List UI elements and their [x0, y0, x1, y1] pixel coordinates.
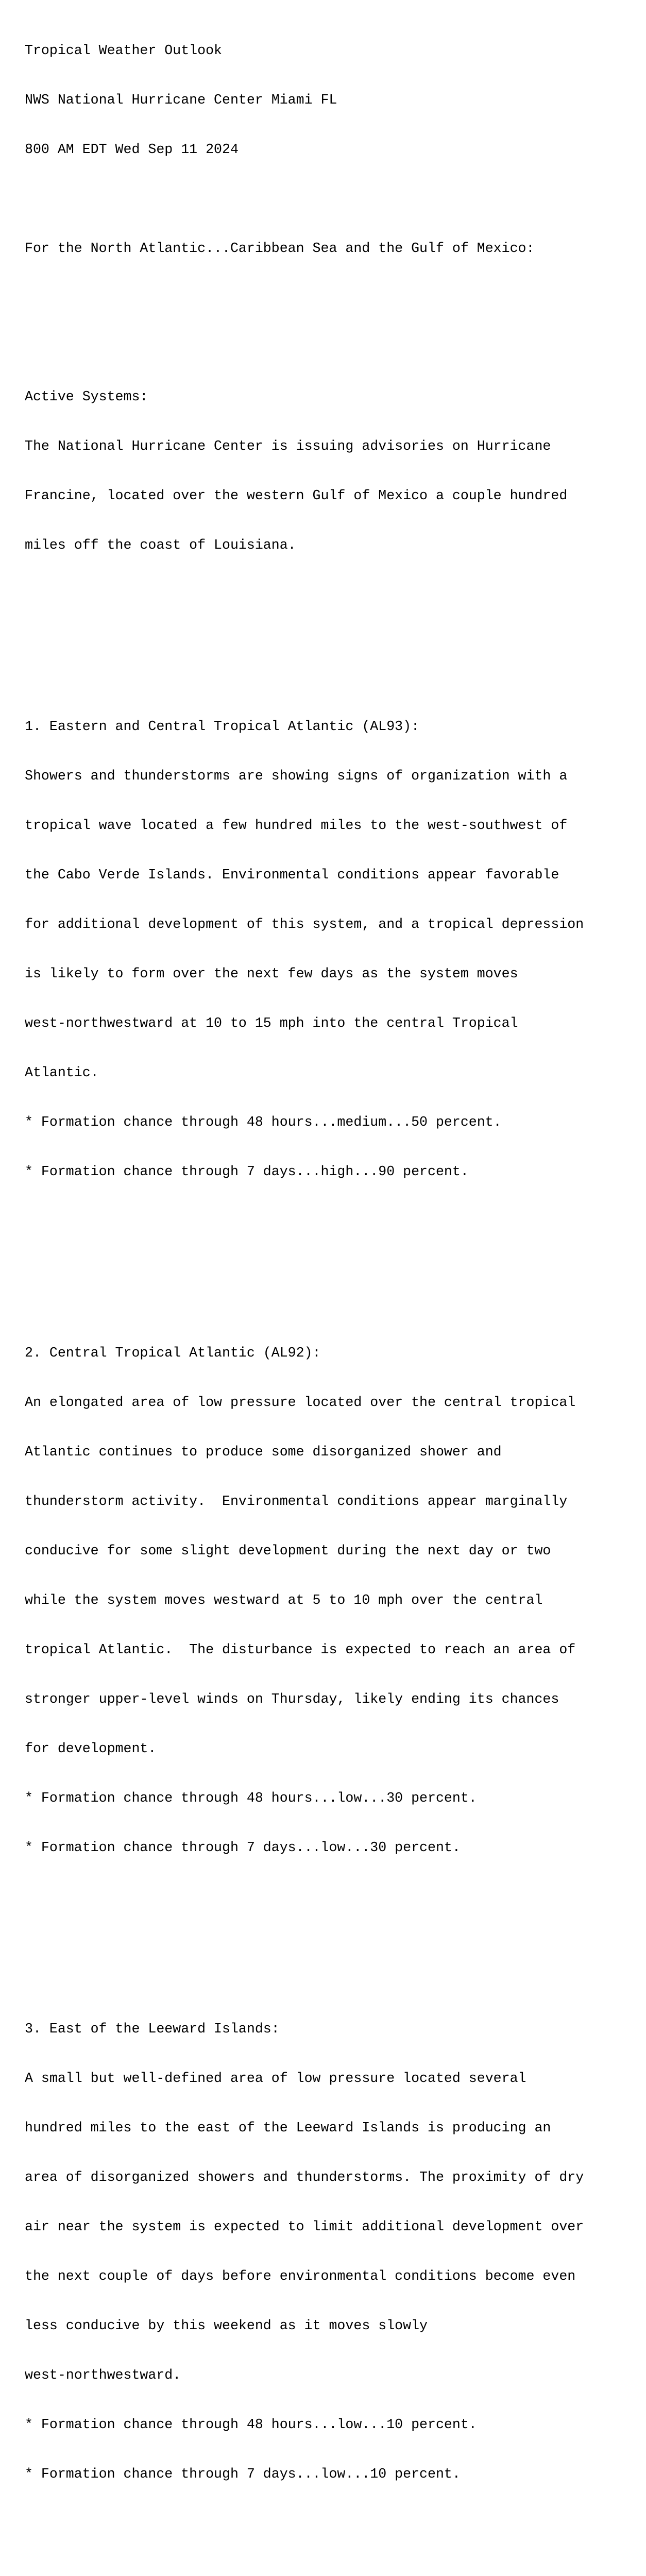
active-systems-section [25, 355, 638, 586]
spacer [25, 290, 638, 306]
system-text-line: tropical wave located a few hundred miles to the west-southwest of [25, 818, 568, 833]
active-systems-line: The National Hurricane Center is issuing advisories on Hurricane [25, 438, 551, 454]
system-1-section [25, 685, 638, 1213]
system-text-line: thunderstorm activity. Environmental conditions appear marginally [25, 1494, 568, 1509]
spacer [25, 1246, 638, 1262]
system-2-section [25, 1312, 638, 1889]
system-text-line: Atlantic. [25, 1065, 99, 1080]
system-text-line: west-northwestward at 10 to 15 mph into the central Tropical [25, 1015, 518, 1031]
system-text-line: Atlantic continues to produce some disorganized shower and [25, 1444, 502, 1460]
system-text-line: tropical Atlantic. The disturbance is expected to reach an area of [25, 1642, 576, 1657]
system-text-line: the next couple of days before environmental conditions become even [25, 2268, 576, 2284]
active-systems-line: miles off the coast of Louisiana. [25, 537, 296, 553]
system-heading: 3. East of the Leeward Islands: [25, 2021, 280, 2037]
system-text-line: air near the system is expected to limit additional development over [25, 2219, 584, 2234]
system-text-line: An elongated area of low pressure located over the central tropical [25, 1395, 576, 1410]
formation-chance-48h: * Formation chance through 48 hours...low...30 percent. [25, 1790, 477, 1806]
formation-chance-7d: * Formation chance through 7 days...low...10 percent. [25, 2466, 461, 2482]
formation-chance-7d: * Formation chance through 7 days...high...90 percent. [25, 1164, 469, 1179]
system-text-line: Showers and thunderstorms are showing signs of organization with a [25, 768, 568, 784]
system-heading: 2. Central Tropical Atlantic (AL92): [25, 1345, 321, 1361]
spacer [25, 1922, 638, 1938]
active-systems-line: Francine, located over the western Gulf of Mexico a couple hundred [25, 488, 568, 503]
formation-chance-48h: * Formation chance through 48 hours...low...10 percent. [25, 2417, 477, 2432]
system-text-line: for additional development of this system, and a tropical depression [25, 917, 584, 932]
formation-chance-48h: * Formation chance through 48 hours...medium...50 percent. [25, 1114, 502, 1130]
system-text-line: less conducive by this weekend as it moves slowly [25, 2318, 428, 2333]
formation-chance-7d: * Formation chance through 7 days...low...30 percent. [25, 1840, 461, 1855]
system-text-line: for development. [25, 1741, 157, 1756]
issuing-office: NWS National Hurricane Center Miami FL [25, 92, 337, 108]
issue-time: 800 AM EDT Wed Sep 11 2024 [25, 142, 239, 157]
spacer [25, 619, 638, 636]
system-text-line: the Cabo Verde Islands. Environmental conditions appear favorable [25, 867, 559, 883]
spacer [25, 2548, 638, 2565]
product-title: Tropical Weather Outlook [25, 43, 223, 58]
active-systems-heading: Active Systems: [25, 389, 148, 404]
system-text-line: A small but well-defined area of low pressure located several [25, 2071, 526, 2086]
outlook-document [25, 9, 638, 2576]
system-text-line: is likely to form over the next few days as the system moves [25, 966, 518, 981]
system-text-line: area of disorganized showers and thunderstorms. The proximity of dry [25, 2170, 584, 2185]
system-heading: 1. Eastern and Central Tropical Atlantic (AL93): [25, 719, 420, 734]
system-text-line: west-northwestward. [25, 2367, 181, 2383]
system-3-section [25, 1988, 638, 2515]
system-text-line: while the system moves westward at 5 to 10 mph over the central [25, 1592, 543, 1608]
spacer [25, 191, 638, 207]
region-intro: For the North Atlantic...Caribbean Sea and the Gulf of Mexico: [25, 241, 535, 256]
system-text-line: hundred miles to the east of the Leeward Islands is producing an [25, 2120, 551, 2136]
system-text-line: stronger upper-level winds on Thursday, likely ending its chances [25, 1691, 559, 1707]
system-text-line: conducive for some slight development during the next day or two [25, 1543, 551, 1558]
